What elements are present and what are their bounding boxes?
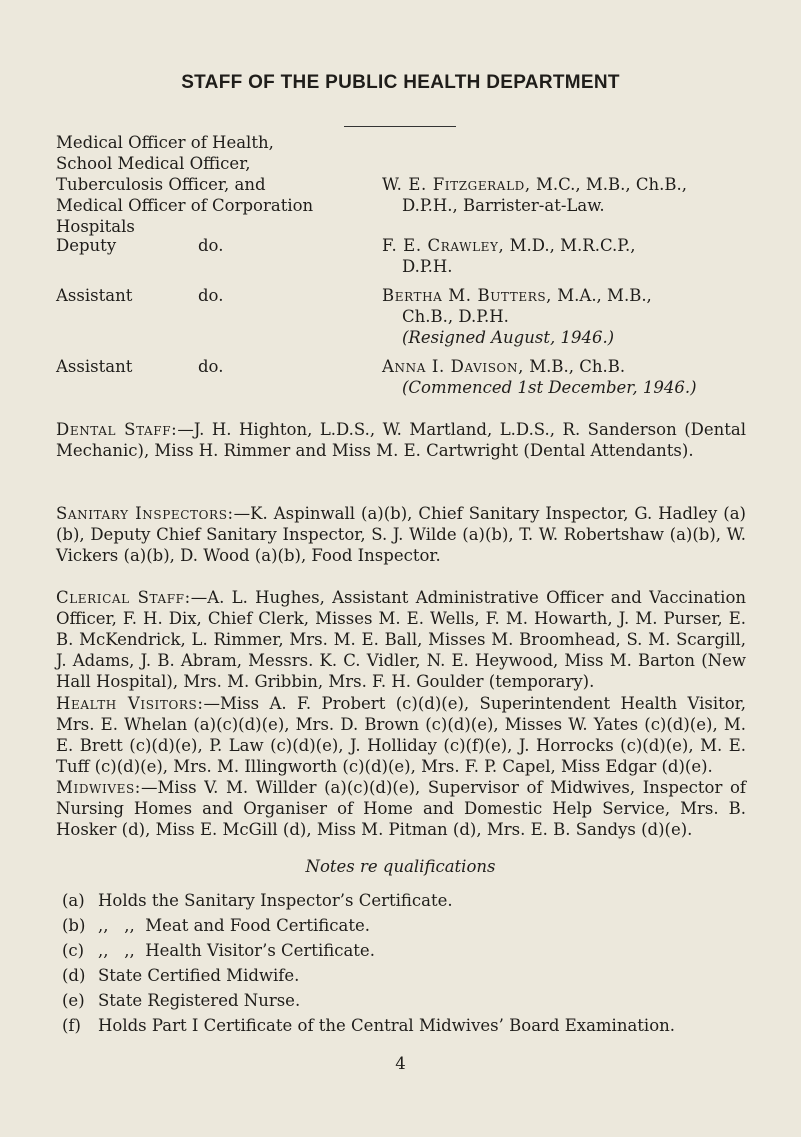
role-assistant: Assistant bbox=[56, 357, 133, 376]
role-line: Medical Officer of Health, bbox=[56, 133, 274, 152]
ditto-do: do. bbox=[198, 236, 224, 255]
note-text: State Certified Midwife. bbox=[98, 966, 300, 985]
person-crawley bbox=[382, 235, 762, 277]
person-qualifications-cont: D.P.H. bbox=[402, 257, 453, 276]
person-qualifications: M.B., Ch.B. bbox=[523, 357, 626, 376]
section-heading: Midwives: bbox=[56, 778, 141, 797]
person-butters bbox=[382, 285, 762, 348]
page-title: STAFF OF THE PUBLIC HEALTH DEPARTMENT bbox=[181, 72, 620, 93]
section-text: —J. H. Highton, L.D.S., W. Martland, L.D.S., R. Sanderson (Dental Mechanic), Miss H. Rimmer and Miss M. E. Cartwright (Dental Attendants). bbox=[56, 420, 746, 460]
ditto-do: do. bbox=[198, 286, 224, 305]
person-qualifications-cont: Ch.B., D.P.H. bbox=[402, 307, 509, 326]
page-number: 4 bbox=[395, 1054, 406, 1073]
note-item bbox=[62, 965, 675, 990]
person-qualifications: M.C., M.B., Ch.B., bbox=[530, 175, 687, 194]
note-label: (b) bbox=[62, 916, 86, 935]
note-text: ,, ,, Meat and Food Certificate. bbox=[98, 916, 370, 935]
person-name: W. E. Fitzgerald, bbox=[382, 175, 531, 194]
note-label: (f) bbox=[62, 1016, 81, 1035]
ditto-do: do. bbox=[198, 357, 224, 376]
section-heading: Sanitary Inspectors: bbox=[56, 504, 234, 523]
role-line: School Medical Officer, bbox=[56, 154, 251, 173]
note-item bbox=[62, 940, 675, 965]
section-clerical-staff bbox=[56, 587, 746, 692]
role-line: Hospitals bbox=[56, 217, 135, 236]
notes-title: Notes re qualifications bbox=[305, 857, 496, 876]
section-text: —A. L. Hughes, Assistant Administrative Officer and Vaccination Officer, F. H. Dix, Chief Clerk, Misses M. E. Wells, F. M. Howarth, J. M. Purser, E. B. McKendrick, L. Rimmer, Mrs. M. E. Ball, Misses M. Broomhead, S. M. Scargill, J. Adams, J. B. Abram, Messrs. K. C. Vidler, N. E. Heywood, Miss M. Barton (New Hall Hospital), Mrs. M. Gribbin, Mrs. F. H. Goulder (temporary). bbox=[56, 588, 747, 691]
section-midwives bbox=[56, 777, 746, 840]
person-fitzgerald bbox=[382, 174, 762, 216]
person-davison bbox=[382, 356, 762, 398]
section-health-visitors bbox=[56, 693, 746, 777]
person-name: Anna I. Davison, bbox=[382, 357, 524, 376]
person-note: (Commenced 1st December, 1946.) bbox=[402, 378, 697, 397]
section-heading: Health Visitors: bbox=[56, 694, 204, 713]
note-text: Holds the Sanitary Inspector’s Certificate. bbox=[98, 891, 453, 910]
person-name-line bbox=[382, 235, 762, 256]
section-sanitary-inspectors bbox=[56, 503, 746, 566]
note-label: (d) bbox=[62, 966, 86, 985]
note-item bbox=[62, 915, 675, 940]
note-label: (e) bbox=[62, 991, 85, 1010]
section-heading: Clerical Staff: bbox=[56, 588, 191, 607]
note-text: ,, ,, Health Visitor’s Certificate. bbox=[98, 941, 375, 960]
notes-list bbox=[62, 890, 675, 1040]
role-line: Medical Officer of Corporation bbox=[56, 196, 314, 215]
note-label: (c) bbox=[62, 941, 85, 960]
person-qualifications: M.A., M.B., bbox=[552, 286, 652, 305]
person-name-line bbox=[382, 356, 762, 377]
role-line: Tuberculosis Officer, and bbox=[56, 175, 266, 194]
role-medical-officer bbox=[56, 132, 313, 237]
person-name: F. E. Crawley, bbox=[382, 236, 505, 255]
role-assistant: Assistant bbox=[56, 286, 133, 305]
note-item bbox=[62, 990, 675, 1015]
section-heading: Dental Staff: bbox=[56, 420, 178, 439]
note-text: State Registered Nurse. bbox=[98, 991, 301, 1010]
role-deputy: Deputy bbox=[56, 236, 117, 255]
person-name-line bbox=[382, 174, 762, 195]
note-label: (a) bbox=[62, 891, 85, 910]
section-text: —Miss V. M. Willder (a)(c)(d)(e), Supervisor of Midwives, Inspector of Nursing Homes and Organiser of Home and Domestic Help Service, Mrs. B. Hosker (d), Miss E. McGill (d), Miss M. Pitman (d), Mrs. E. B. Sandys (d)(e). bbox=[56, 778, 746, 839]
person-name: Bertha M. Butters, bbox=[382, 286, 553, 305]
person-qualifications: M.D., M.R.C.P., bbox=[504, 236, 636, 255]
title-rule bbox=[344, 126, 456, 127]
note-item bbox=[62, 1015, 675, 1040]
person-qualifications-cont: D.P.H., Barrister-at-Law. bbox=[402, 196, 605, 215]
note-item bbox=[62, 890, 675, 915]
section-text: —K. Aspinwall (a)(b), Chief Sanitary Inspector, G. Hadley (a)(b), Deputy Chief Sanitary Inspector, S. J. Wilde (a)(b), T. W. Robertshaw (a)(b), W. Vickers (a)(b), D. Wood (a)(b), Food Inspector. bbox=[56, 504, 746, 565]
section-dental-staff bbox=[56, 419, 746, 461]
note-text: Holds Part I Certificate of the Central Midwives’ Board Examination. bbox=[98, 1016, 676, 1035]
section-text: —Miss A. F. Probert (c)(d)(e), Superintendent Health Visitor, Mrs. E. Whelan (a)(c)(d)(e), Mrs. D. Brown (c)(d)(e), Misses W. Yates (c)(d)(e), M. E. Brett (c)(d)(e), P. Law (c)(d)(e), J. Holliday (c)(f)(e), J. Horrocks (c)(d)(e), M. E. Tuff (c)(d)(e), Mrs. M. Illingworth (c)(d)(e), Mrs. F. P. Capel, Miss Edgar (d)(e). bbox=[56, 694, 746, 776]
person-note: (Resigned August, 1946.) bbox=[402, 328, 615, 347]
person-name-line bbox=[382, 285, 762, 306]
